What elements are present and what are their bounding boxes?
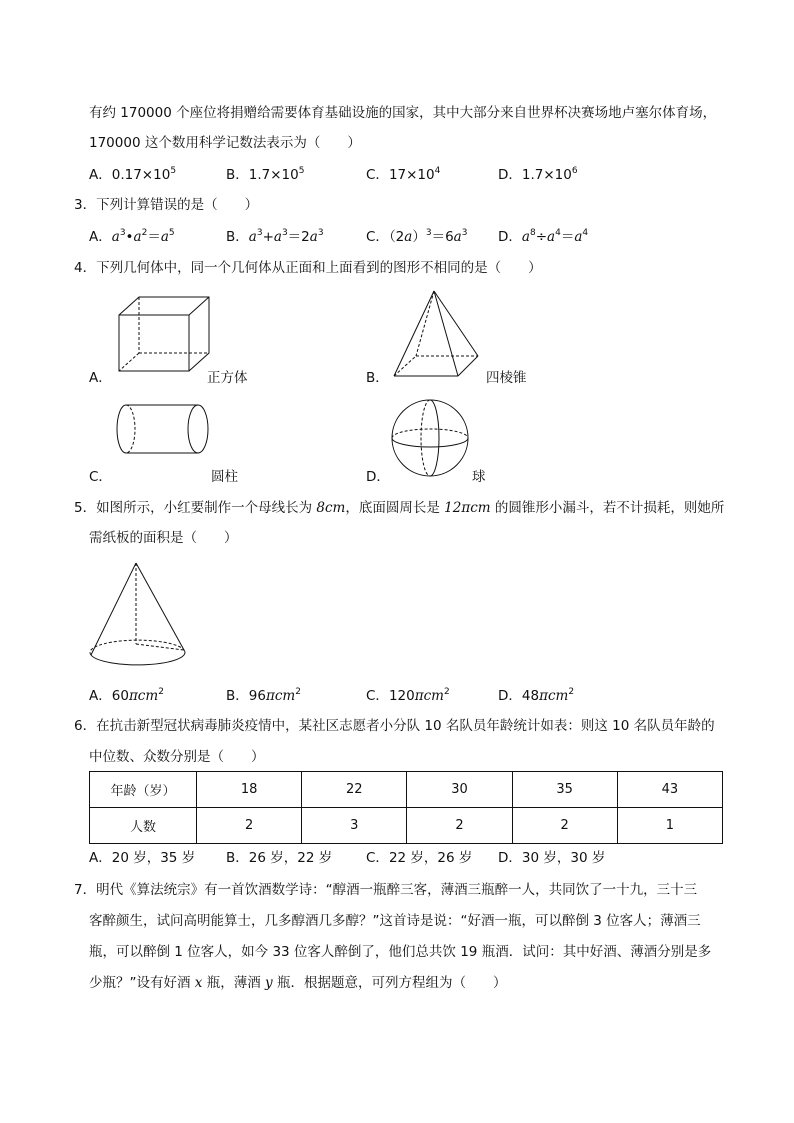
q3-option-c[interactable] xyxy=(366,227,467,247)
operator: • xyxy=(125,229,134,245)
option-number: 60 xyxy=(111,688,129,704)
q5-text: ，底面圆周长是 xyxy=(345,500,445,516)
q7-text: 少瓶？”设有好酒 xyxy=(89,975,195,991)
q4-option-c-label[interactable]: C． xyxy=(89,469,112,485)
exponent: 4 xyxy=(555,228,561,238)
q5-option-d[interactable] xyxy=(498,686,574,706)
q4-option-a-label[interactable]: A． xyxy=(89,370,112,386)
option-exponent: 6 xyxy=(571,166,578,176)
q3-stem: 3．下列计算错误的是（ ） xyxy=(74,197,259,213)
var-a: a xyxy=(248,229,257,245)
q2-line2: 170000 这个数用科学记数法表示为（ ） xyxy=(89,135,361,151)
q4-option-b-name: 四棱锥 xyxy=(486,370,527,386)
q7-line1: 7．明代《算法统宗》有一首饮酒数学诗：“醇酒一瓶醉三客，薄酒三瓶醉一人，共同饮了一十九，三十三 xyxy=(74,882,698,898)
exponent: 3 xyxy=(281,228,288,238)
option-label: B． xyxy=(226,850,249,866)
var-a: a xyxy=(111,229,120,245)
q6-line1: 6．在抗击新型冠状病毒肺炎疫情中，某社区志愿者小分队 10 名队员年龄统计如表：则这 10 名队员年龄的 xyxy=(74,718,715,734)
var-a: a xyxy=(133,229,142,245)
var-a: a xyxy=(160,229,169,245)
option-label: D． xyxy=(498,688,522,704)
option-label: C． xyxy=(366,850,389,866)
option-label: D． xyxy=(498,229,522,245)
q3-option-b[interactable] xyxy=(226,227,324,247)
option-number: 96 xyxy=(248,688,266,704)
q7-text: 瓶，薄酒 xyxy=(202,975,266,991)
age-table xyxy=(89,771,723,844)
table-cell: 2 xyxy=(512,808,617,844)
option-label: C． xyxy=(366,229,389,245)
q5-option-c[interactable] xyxy=(366,686,450,706)
table-cell: 2 xyxy=(407,808,512,844)
paren-close: ） xyxy=(412,229,426,245)
var-a: a xyxy=(574,229,583,245)
option-unit: πcm xyxy=(414,688,444,704)
option-text: 22 岁，26 岁 xyxy=(388,850,473,866)
option-exponent: 2 xyxy=(295,687,301,697)
q6-line2: 中位数、众数分别是（ ） xyxy=(89,749,265,765)
slant-height-value: 8cm xyxy=(316,500,346,516)
option-value: 0.17×10 xyxy=(111,167,171,183)
equals: ＝ xyxy=(147,229,161,245)
option-text: 30 岁，30 岁 xyxy=(521,850,606,866)
option-value: 17×10 xyxy=(388,167,435,183)
exponent: 3 xyxy=(425,228,432,238)
q4-option-d-label[interactable]: D． xyxy=(366,469,390,485)
q4-stem: 4．下列几何体中，同一个几何体从正面和上面看到的图形不相同的是（ ） xyxy=(74,260,542,276)
exponent: 8 xyxy=(529,228,536,238)
q2-line1: 有约 170000 个座位将捐赠给需要体育基础设施的国家，其中大部分来自世界杯决赛场地卢塞尔体育场， xyxy=(89,105,717,121)
sphere-figure xyxy=(389,397,471,479)
q2-option-c[interactable] xyxy=(366,165,440,185)
option-label: B． xyxy=(226,688,249,704)
exponent: 2 xyxy=(141,228,148,238)
var-a: a xyxy=(273,229,282,245)
table-row xyxy=(90,772,723,808)
option-label: B． xyxy=(226,229,249,245)
equals: ＝2 xyxy=(287,229,310,245)
option-label: A． xyxy=(89,229,112,245)
q3-option-a[interactable] xyxy=(89,227,175,247)
option-exponent: 2 xyxy=(158,687,164,697)
table-header-cell: 人数 xyxy=(90,808,197,844)
var-a: a xyxy=(404,229,413,245)
option-unit: πcm xyxy=(539,688,569,704)
q2-option-a[interactable] xyxy=(89,165,176,185)
equals: ＝ xyxy=(560,229,575,245)
option-label: C． xyxy=(366,688,389,704)
q5-option-a[interactable] xyxy=(89,686,164,706)
q5-text: 的圆锥形小漏斗，若不计损耗，则她所 xyxy=(490,500,725,516)
table-cell: 30 xyxy=(407,772,512,808)
paren-open: （2 xyxy=(388,229,405,245)
q7-line3: 瓶，可以醉倒 1 位客人，如今 33 位客人醉倒了，他们总共饮 19 瓶酒．试问：其中好酒、薄酒分别是多 xyxy=(89,944,712,960)
table-row xyxy=(90,808,723,844)
circumference-value: 12πcm xyxy=(444,500,491,516)
q4-option-b-label[interactable]: B． xyxy=(366,370,389,386)
option-exponent: 2 xyxy=(568,687,575,697)
cone-figure xyxy=(88,560,188,672)
option-label: C． xyxy=(366,167,389,183)
option-value: 1.7×10 xyxy=(521,167,572,183)
option-label: B． xyxy=(226,167,249,183)
q6-option-d[interactable] xyxy=(498,848,605,868)
table-cell: 2 xyxy=(197,808,302,844)
var-a: a xyxy=(521,229,530,245)
q2-option-d[interactable] xyxy=(498,165,578,185)
option-exponent: 4 xyxy=(434,166,441,176)
q6-option-c[interactable] xyxy=(366,848,472,868)
operator: ÷ xyxy=(535,229,548,245)
table-cell: 3 xyxy=(302,808,407,844)
var-a: a xyxy=(453,229,462,245)
q5-line2: 需纸板的面积是（ ） xyxy=(89,530,238,546)
var-x: x xyxy=(194,975,203,991)
option-label: D． xyxy=(498,167,522,183)
option-label: A． xyxy=(89,688,112,704)
option-exponent: 5 xyxy=(298,166,305,176)
option-exponent: 5 xyxy=(170,166,177,176)
q7-text: 瓶．根据题意，可列方程组为（ ） xyxy=(272,975,507,991)
option-text: 20 岁，35 岁 xyxy=(111,850,196,866)
q7-line4 xyxy=(89,973,506,993)
option-text: 26 岁，22 岁 xyxy=(248,850,333,866)
q5-option-b[interactable] xyxy=(226,686,301,706)
equals: ＝6 xyxy=(431,229,454,245)
operator: + xyxy=(262,229,274,245)
exponent: 4 xyxy=(582,228,589,238)
option-label: D． xyxy=(498,850,522,866)
pyramid-figure xyxy=(390,288,486,380)
exponent: 3 xyxy=(317,228,324,238)
var-a: a xyxy=(547,229,556,245)
table-header-cell: 年龄（岁） xyxy=(90,772,197,808)
cylinder-figure xyxy=(116,403,212,455)
table-cell: 1 xyxy=(617,808,722,844)
q4-option-d-name: 球 xyxy=(472,469,486,485)
q3-option-d[interactable] xyxy=(498,227,588,247)
var-a: a xyxy=(309,229,318,245)
table-cell: 43 xyxy=(617,772,722,808)
q6-option-a[interactable] xyxy=(89,848,195,868)
exponent: 5 xyxy=(168,228,175,238)
exponent: 3 xyxy=(256,228,263,238)
option-label: A． xyxy=(89,850,112,866)
option-unit: πcm xyxy=(128,688,159,704)
cube-figure xyxy=(112,293,212,373)
option-label: A． xyxy=(89,167,112,183)
var-y: y xyxy=(265,975,273,991)
exponent: 3 xyxy=(119,228,126,238)
q4-option-c-name: 圆柱 xyxy=(211,469,238,485)
option-unit: πcm xyxy=(265,688,296,704)
option-exponent: 2 xyxy=(443,687,450,697)
option-number: 48 xyxy=(521,688,540,704)
option-value: 1.7×10 xyxy=(248,167,299,183)
q7-line2: 客醉颜生，试问高明能算士，几多醇酒几多醇？”这首诗是说：“好酒一瓶，可以醉倒 3 位客人；薄酒三 xyxy=(89,913,701,929)
q4-option-a-name: 正方体 xyxy=(207,370,248,386)
q5-line1 xyxy=(74,498,724,518)
exponent: 3 xyxy=(461,228,468,238)
table-cell: 35 xyxy=(512,772,617,808)
q6-option-b[interactable] xyxy=(226,848,332,868)
option-number: 120 xyxy=(388,688,415,704)
q5-text: 5．如图所示，小红要制作一个母线长为 xyxy=(74,500,317,516)
table-cell: 22 xyxy=(302,772,407,808)
table-cell: 18 xyxy=(197,772,302,808)
q2-option-b[interactable] xyxy=(226,165,304,185)
